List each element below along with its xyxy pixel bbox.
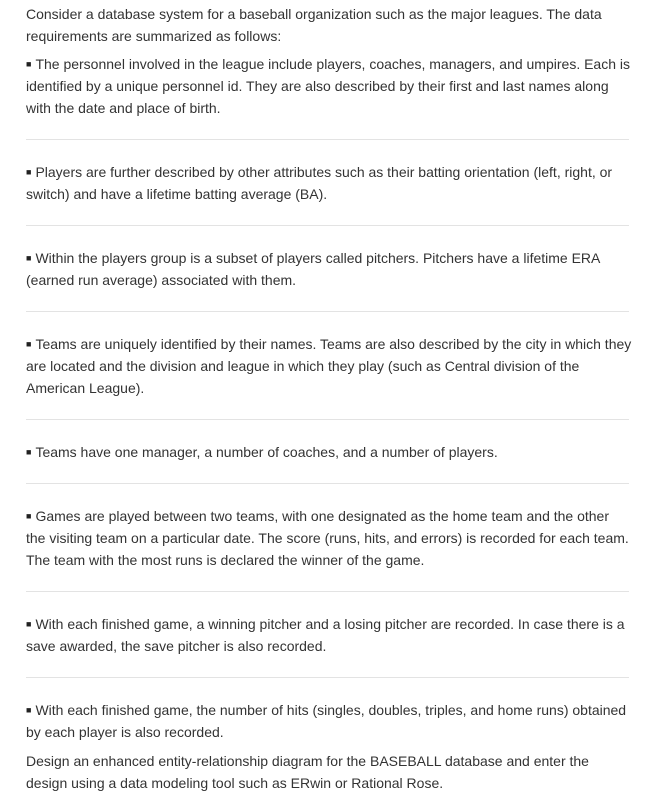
- requirement-1: ■ The personnel involved in the league include players, coaches, managers, and umpires. Each is identified by a unique personnel id. They are also described by their first and last names along with the date and place of birth.: [26, 53, 632, 119]
- requirement-3: ■ Within the players group is a subset of players called pitchers. Pitchers have a lifetime ERA (earned run average) associated with them.: [26, 247, 632, 291]
- divider: [26, 677, 629, 678]
- conclusion-paragraph: Design an enhanced entity-relationship diagram for the BASEBALL database and enter the design using a data modeling tool such as ERwin or Rational Rose.: [26, 753, 589, 791]
- requirement-8: ■ With each finished game, the number of hits (singles, doubles, triples, and home runs) obtained by each player is also recorded.: [26, 699, 632, 743]
- intro-paragraph: Consider a database system for a baseball organization such as the major leagues. The data requirements are summarized as follows:: [26, 6, 602, 44]
- requirement-6: ■ Games are played between two teams, with one designated as the home team and the other the visiting team on a particular date. The score (runs, hits, and errors) is recorded for each team. The team with the most runs is declared the winner of the game.: [26, 505, 632, 571]
- divider: [26, 419, 629, 420]
- divider: [26, 225, 629, 226]
- divider: [26, 483, 629, 484]
- requirement-5: ■ Teams have one manager, a number of coaches, and a number of players.: [26, 441, 632, 463]
- divider: [26, 591, 629, 592]
- divider: [26, 311, 629, 312]
- requirement-2: ■ Players are further described by other attributes such as their batting orientation (left, right, or switch) and have a lifetime batting average (BA).: [26, 161, 632, 205]
- requirement-7: ■ With each finished game, a winning pitcher and a losing pitcher are recorded. In case there is a save awarded, the save pitcher is also recorded.: [26, 613, 632, 657]
- divider: [26, 139, 629, 140]
- requirement-4: ■ Teams are uniquely identified by their names. Teams are also described by the city in which they are located and the division and league in which they play (such as Central division of the American League).: [26, 333, 632, 399]
